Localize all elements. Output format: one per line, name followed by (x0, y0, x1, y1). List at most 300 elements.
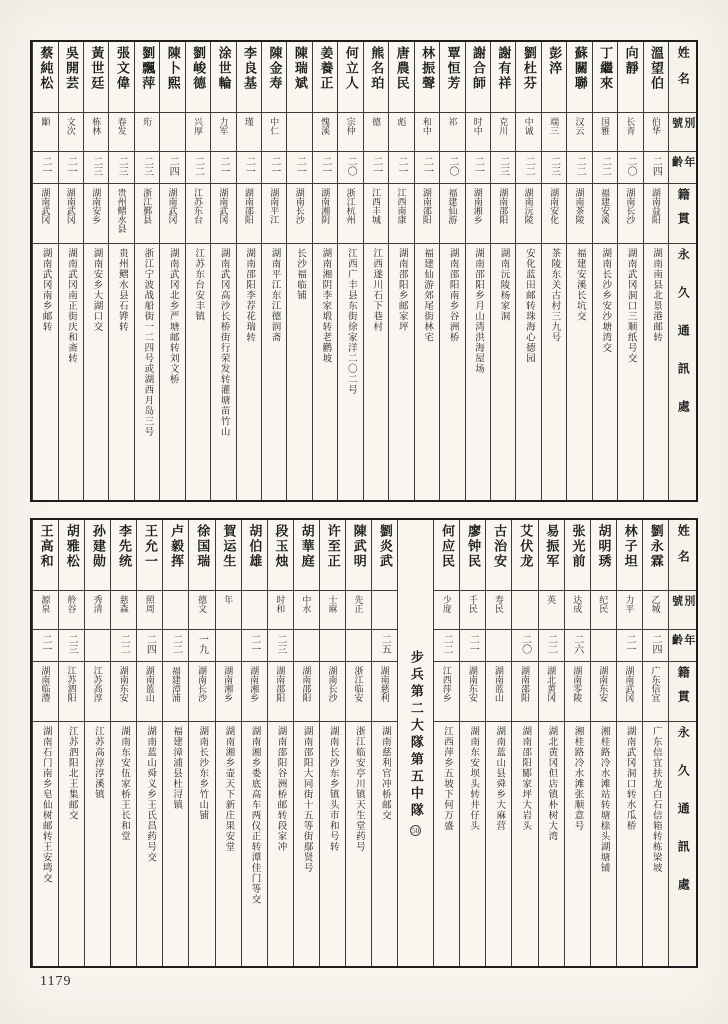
alias-cell (242, 590, 267, 629)
age-cell (434, 629, 459, 661)
alias-cell (160, 112, 184, 151)
origin-cell (33, 183, 57, 243)
name-cell (486, 520, 511, 590)
origin-cell (186, 183, 210, 243)
address-cell (512, 721, 537, 966)
address-cell (643, 721, 668, 966)
alias-cell (338, 112, 362, 151)
origin-cell (372, 661, 397, 721)
name-cell (111, 520, 136, 590)
origin-cell (137, 661, 162, 721)
age-cell-text: 二二 (192, 156, 204, 176)
origin-cell (466, 183, 490, 243)
age-cell-text: 二一 (467, 634, 479, 654)
alias-cell-text: 源泉 (40, 595, 51, 613)
address-cell-text: 湖南蓝山县舜乡大麻营 (494, 726, 505, 831)
name-cell (262, 42, 286, 112)
entry-column (459, 520, 485, 966)
name-cell (460, 520, 485, 590)
entry-column (312, 42, 337, 500)
address-cell (33, 721, 58, 966)
address-cell-text: 贵州鳛水县石铧转 (116, 248, 127, 332)
name-cell (189, 520, 214, 590)
row-header-column (668, 520, 696, 966)
alias-cell-text: 达成 (572, 595, 583, 613)
alias-cell-text: 千民 (467, 595, 478, 613)
name-cell-text: 段玉烛 (273, 524, 289, 569)
alias-cell-text: 寿民 (493, 595, 504, 613)
origin-cell (440, 183, 464, 243)
origin-cell (242, 661, 267, 721)
alias-cell-text: 瑾 (243, 117, 254, 126)
entry-column (485, 520, 511, 966)
alias-cell (491, 112, 515, 151)
header-origin (669, 661, 696, 721)
name-cell-text: 吳開芸 (63, 46, 79, 91)
address-cell (486, 721, 511, 966)
address-cell (434, 721, 459, 966)
age-cell-text: 二一 (319, 156, 331, 176)
address-cell (262, 243, 286, 500)
age-cell (262, 151, 286, 183)
origin-cell-text: 江苏东台 (192, 188, 203, 224)
name-cell-text: 林振聲 (420, 46, 436, 91)
address-cell (466, 243, 490, 500)
origin-cell (59, 661, 84, 721)
age-cell (512, 629, 537, 661)
name-cell-text: 唐農民 (394, 46, 410, 91)
name-cell (644, 42, 668, 112)
age-cell-text: 一九 (196, 634, 208, 654)
origin-cell-text: 湖南邵阳 (243, 188, 254, 224)
entry-column (136, 520, 162, 966)
address-cell (242, 721, 267, 966)
name-cell-text: 彭淬 (547, 46, 563, 76)
name-cell-text: 孙建勋 (90, 524, 106, 569)
age-cell-text: 二二 (574, 156, 586, 176)
name-cell-text: 陳金寿 (267, 46, 283, 91)
age-cell (160, 151, 184, 183)
age-cell (33, 629, 58, 661)
alias-cell (618, 112, 642, 151)
name-cell (135, 42, 159, 112)
origin-cell-text: 湖南慈利 (379, 666, 390, 702)
age-cell-text: 二五 (379, 634, 391, 654)
alias-cell (163, 590, 188, 629)
name-cell (186, 42, 210, 112)
age-cell-text: 二一 (472, 156, 484, 176)
alias-cell-text: 少庞 (441, 595, 452, 613)
age-cell-text: 二四 (650, 634, 662, 654)
entry-column (388, 42, 413, 500)
address-cell (338, 243, 362, 500)
entry-column (110, 520, 136, 966)
origin-cell-text: 福建仙游 (447, 188, 458, 224)
header-age (669, 629, 696, 661)
header-address-label: 永久通訊處 (676, 248, 691, 438)
address-cell-text: 江苏高淳淳溪镇 (92, 726, 103, 800)
name-cell-text: 涂世輪 (216, 46, 232, 91)
address-cell-text: 湖南南县北景港邮转 (651, 248, 662, 343)
header-address (669, 721, 696, 966)
name-cell-text: 卢毅挥 (169, 524, 185, 569)
origin-cell (160, 183, 184, 243)
address-cell (516, 243, 540, 500)
alias-cell-text: 文次 (65, 117, 76, 135)
name-cell-text: 何立人 (343, 46, 359, 91)
origin-cell-text: 湖南安化 (549, 188, 560, 224)
alias-cell (287, 112, 311, 151)
name-cell-text: 劉永霖 (648, 524, 664, 569)
name-cell (85, 520, 110, 590)
address-cell-text: 浙江宁波战船街一二四号或湖西月岛三号 (142, 248, 153, 437)
age-cell (593, 151, 617, 183)
address-cell-text: 湖南安乡大湖口交 (91, 248, 102, 332)
age-cell (189, 629, 214, 661)
age-cell-text: 二四 (167, 156, 179, 176)
age-cell-text: 二二 (545, 634, 557, 654)
origin-cell (262, 183, 286, 243)
entry-column (538, 520, 564, 966)
address-cell-text: 湖南长沙东乡镇头市和号转 (327, 726, 338, 852)
alias-cell (84, 112, 108, 151)
address-cell-text: 福建漳浦县杜浔镇 (171, 726, 182, 810)
name-cell (268, 520, 293, 590)
age-cell-text: 二一 (294, 156, 306, 176)
name-cell (84, 42, 108, 112)
name-cell-text: 劉炎武 (377, 524, 393, 569)
alias-cell (111, 590, 136, 629)
origin-cell-text: 湖南东安 (467, 666, 478, 702)
entry-column (241, 520, 267, 966)
name-cell (643, 520, 668, 590)
header-origin (669, 183, 696, 243)
age-cell (294, 629, 319, 661)
alias-cell-text: 中水 (301, 595, 312, 613)
origin-cell-text: 湖南平江 (269, 188, 280, 224)
address-cell-text: 广东信宜扶龙白石信箱转栋梁坡 (650, 726, 661, 873)
name-cell (211, 42, 235, 112)
address-cell (565, 721, 590, 966)
origin-cell-text: 湖南长沙 (294, 188, 305, 224)
age-cell-text: 二三 (497, 156, 509, 176)
alias-cell-text: 长青 (625, 117, 636, 135)
name-cell (466, 42, 490, 112)
name-cell-text: 劉杜芬 (521, 46, 537, 91)
age-cell-text: 二三 (116, 156, 128, 176)
address-cell (372, 721, 397, 966)
origin-cell (434, 661, 459, 721)
address-cell-text: 湖南邵阳李荐花瑞转 (244, 248, 255, 343)
address-cell-text: 福建安溪长坑交 (574, 248, 585, 322)
age-cell (644, 151, 668, 183)
name-cell-text: 胡伯雄 (247, 524, 263, 569)
age-cell-text: 二一 (421, 156, 433, 176)
origin-cell-text: 湖南益阳 (650, 188, 661, 224)
name-cell (516, 42, 540, 112)
address-cell (593, 243, 617, 500)
address-cell (539, 721, 564, 966)
address-cell-text: 湖南邵阳谷洲桥邮转段家冲 (275, 726, 286, 852)
name-cell (434, 520, 459, 590)
age-cell-text: 二〇 (446, 156, 458, 176)
alias-cell (262, 112, 286, 151)
age-cell-text: 二〇 (345, 156, 357, 176)
name-cell-text: 賀运生 (221, 524, 237, 569)
address-cell (111, 721, 136, 966)
age-cell (516, 151, 540, 183)
name-cell-text: 謝有祥 (496, 46, 512, 91)
name-cell (542, 42, 566, 112)
entry-column (616, 520, 642, 966)
alias-cell-text: 愧溪 (320, 117, 331, 135)
name-cell (338, 42, 362, 112)
origin-cell-text: 湖南蓝山 (493, 666, 504, 702)
alias-cell-text: 中诚 (523, 117, 534, 135)
entry-column (162, 520, 188, 966)
alias-cell-text: 秀清 (92, 595, 103, 613)
name-cell-text: 王允一 (143, 524, 159, 569)
age-cell (617, 629, 642, 661)
name-cell (567, 42, 591, 112)
header-name-label: 姓名 (676, 46, 691, 98)
alias-cell-text: 顒 (40, 117, 51, 126)
name-cell-text: 林子坦 (622, 524, 638, 569)
address-cell (189, 721, 214, 966)
age-cell (33, 151, 57, 183)
origin-cell-text: 江西萍乡 (441, 666, 452, 702)
age-cell-text: 二一 (243, 156, 255, 176)
origin-cell (135, 183, 159, 243)
alias-cell (237, 112, 261, 151)
address-cell-text: 湖南邵阳乡月山湾洪海屋场 (473, 248, 484, 374)
age-cell (372, 629, 397, 661)
address-cell (109, 243, 133, 500)
name-cell (287, 42, 311, 112)
header-address-label: 永久通訊處 (676, 726, 691, 916)
address-cell (460, 721, 485, 966)
header-alias-label: 別號 (670, 117, 695, 134)
alias-cell-text: 端三 (549, 117, 560, 135)
entry-column (592, 42, 617, 500)
address-cell (313, 243, 337, 500)
name-cell-text: 熊名珀 (369, 46, 385, 91)
name-cell (137, 520, 162, 590)
address-cell (268, 721, 293, 966)
entry-column (84, 520, 110, 966)
origin-cell (320, 661, 345, 721)
address-cell (287, 243, 311, 500)
origin-cell-text: 湖南武冈 (167, 188, 178, 224)
header-address (669, 243, 696, 500)
header-age (669, 151, 696, 183)
name-cell-text: 向靜 (623, 46, 639, 76)
address-cell (33, 243, 57, 500)
entry-column (108, 42, 133, 500)
origin-cell-text: 湖南邵阳 (301, 666, 312, 702)
alias-cell-text: 乙城 (650, 595, 661, 613)
entry-column (541, 42, 566, 500)
name-cell-text: 丁繼來 (598, 46, 614, 91)
address-cell (237, 243, 261, 500)
origin-cell (491, 183, 515, 243)
age-cell (466, 151, 490, 183)
origin-cell (85, 661, 110, 721)
alias-cell (320, 590, 345, 629)
alias-cell-text: 春发 (116, 117, 127, 135)
entry-column (134, 42, 159, 500)
age-cell-text: 二一 (39, 634, 51, 654)
origin-cell-text: 湖南湘阴 (320, 188, 331, 224)
age-cell (313, 151, 337, 183)
address-cell-text: 湖南武冈北乡严塘邮转刘文桥 (167, 248, 178, 385)
address-cell-text: 湖南东安坝头转井仔头 (468, 726, 479, 831)
name-cell (591, 520, 616, 590)
name-cell-text: 覃恒芳 (445, 46, 461, 91)
address-cell (617, 721, 642, 966)
age-cell (163, 629, 188, 661)
age-cell (486, 629, 511, 661)
origin-cell-text: 湖南武冈 (40, 188, 51, 224)
alias-cell-text: 国雅 (599, 117, 610, 135)
header-name (669, 520, 696, 590)
address-cell-text: 茶陵东关古村三九号 (549, 248, 560, 343)
alias-cell (389, 112, 413, 151)
address-cell-text: 湖南邵阳南乡谷洲桥 (447, 248, 458, 343)
age-cell (338, 151, 362, 183)
age-cell-text: 二〇 (519, 634, 531, 654)
address-cell (294, 721, 319, 966)
row-header-column (668, 42, 696, 500)
name-cell (109, 42, 133, 112)
origin-cell-text: 湖南沅陵 (523, 188, 534, 224)
roster-table-top (30, 40, 698, 502)
origin-cell-text: 江西南康 (396, 188, 407, 224)
address-cell-text: 湘桂路冷水滩张顺意号 (572, 726, 583, 831)
alias-cell (216, 590, 241, 629)
name-cell-text: 胡華庭 (299, 524, 315, 569)
address-cell (216, 721, 241, 966)
name-cell-text: 劉飄萍 (140, 46, 156, 91)
address-cell-text: 江西萍乡五坡下何万盛 (442, 726, 453, 831)
name-cell (294, 520, 319, 590)
alias-cell-text: 慈森 (118, 595, 129, 613)
name-cell (372, 520, 397, 590)
origin-cell (268, 661, 293, 721)
alias-cell-text: 力军 (218, 117, 229, 135)
address-cell-text: 湖南湘阴李家塅转老鹳坡 (320, 248, 331, 364)
alias-cell-text: 力平 (624, 595, 635, 613)
origin-cell-text: 湖南邵阳 (498, 188, 509, 224)
age-cell (84, 151, 108, 183)
address-cell-text: 安化蓝田邮转珠海心德园 (523, 248, 534, 364)
alias-cell (372, 590, 397, 629)
origin-cell (591, 661, 616, 721)
name-cell (618, 42, 642, 112)
alias-cell-text: 德文 (196, 595, 207, 613)
origin-cell (567, 183, 591, 243)
age-cell (440, 151, 464, 183)
entry-column (215, 520, 241, 966)
address-cell-text: 湖南湘乡壶天下新庄果安堂 (223, 726, 234, 852)
entry-column (345, 520, 371, 966)
address-cell-text: 湖南武冈洞口转水瓜桥 (624, 726, 635, 831)
alias-cell (539, 590, 564, 629)
alias-cell-text: 和中 (421, 117, 432, 135)
header-origin-label: 籍貫 (676, 188, 691, 236)
entry-column (185, 42, 210, 500)
alias-cell (313, 112, 337, 151)
address-cell-text: 湖南长沙东乡竹山铺 (197, 726, 208, 821)
entry-column (515, 42, 540, 500)
alias-cell-text: 中仁 (269, 117, 280, 135)
origin-cell (617, 661, 642, 721)
origin-cell-text: 湖南湘乡 (472, 188, 483, 224)
entry-column (414, 42, 439, 500)
origin-cell (486, 661, 511, 721)
entry-column (511, 520, 537, 966)
age-cell (242, 629, 267, 661)
age-cell-text: 二二 (170, 634, 182, 654)
name-cell-text: 胡明琇 (596, 524, 612, 569)
alias-cell (460, 590, 485, 629)
name-cell-text: 謝合師 (470, 46, 486, 91)
age-cell (539, 629, 564, 661)
age-cell (109, 151, 133, 183)
name-cell-text: 溫望伯 (649, 46, 665, 91)
name-cell-text: 陳卜熙 (165, 46, 181, 91)
name-cell (33, 520, 58, 590)
origin-cell-text: 湖南蓝山 (144, 666, 155, 702)
name-cell (313, 42, 337, 112)
address-cell-text: 湖南武冈高沙长桥街行荣发转灌塘苗竹山 (218, 248, 229, 437)
name-cell (216, 520, 241, 590)
entry-column (643, 42, 668, 500)
name-cell (593, 42, 617, 112)
alias-cell-text: 士麻 (327, 595, 338, 613)
age-cell-text: 二六 (571, 634, 583, 654)
address-cell-text: 福建仙游郊尾街林宅 (422, 248, 433, 343)
name-cell-text: 蘇關聯 (572, 46, 588, 91)
age-cell (491, 151, 515, 183)
entry-column (286, 42, 311, 500)
name-cell (512, 520, 537, 590)
name-cell (364, 42, 388, 112)
alias-cell-text: 汉云 (574, 117, 585, 135)
alias-cell (565, 590, 590, 629)
alias-cell (294, 590, 319, 629)
entry-column (32, 42, 57, 500)
origin-cell (389, 183, 413, 243)
entry-column (490, 42, 515, 500)
address-cell (320, 721, 345, 966)
entry-column (159, 42, 184, 500)
name-cell-text: 陳瑞斌 (292, 46, 308, 91)
header-age-label: 年齡 (670, 156, 695, 170)
alias-cell-text: 时和 (275, 595, 286, 613)
age-cell-text: 二一 (39, 156, 51, 176)
address-cell-text: 湖南石门南乡皂仙树邮转王安塆交 (40, 726, 51, 884)
entry-column (363, 42, 388, 500)
age-cell-text: 二一 (370, 156, 382, 176)
alias-cell-text: 兴厚 (192, 117, 203, 135)
unit-divider-column (397, 520, 433, 966)
origin-cell (618, 183, 642, 243)
entry-column (590, 520, 616, 966)
alias-cell (440, 112, 464, 151)
alias-cell (593, 112, 617, 151)
age-cell-text: 二二 (441, 634, 453, 654)
